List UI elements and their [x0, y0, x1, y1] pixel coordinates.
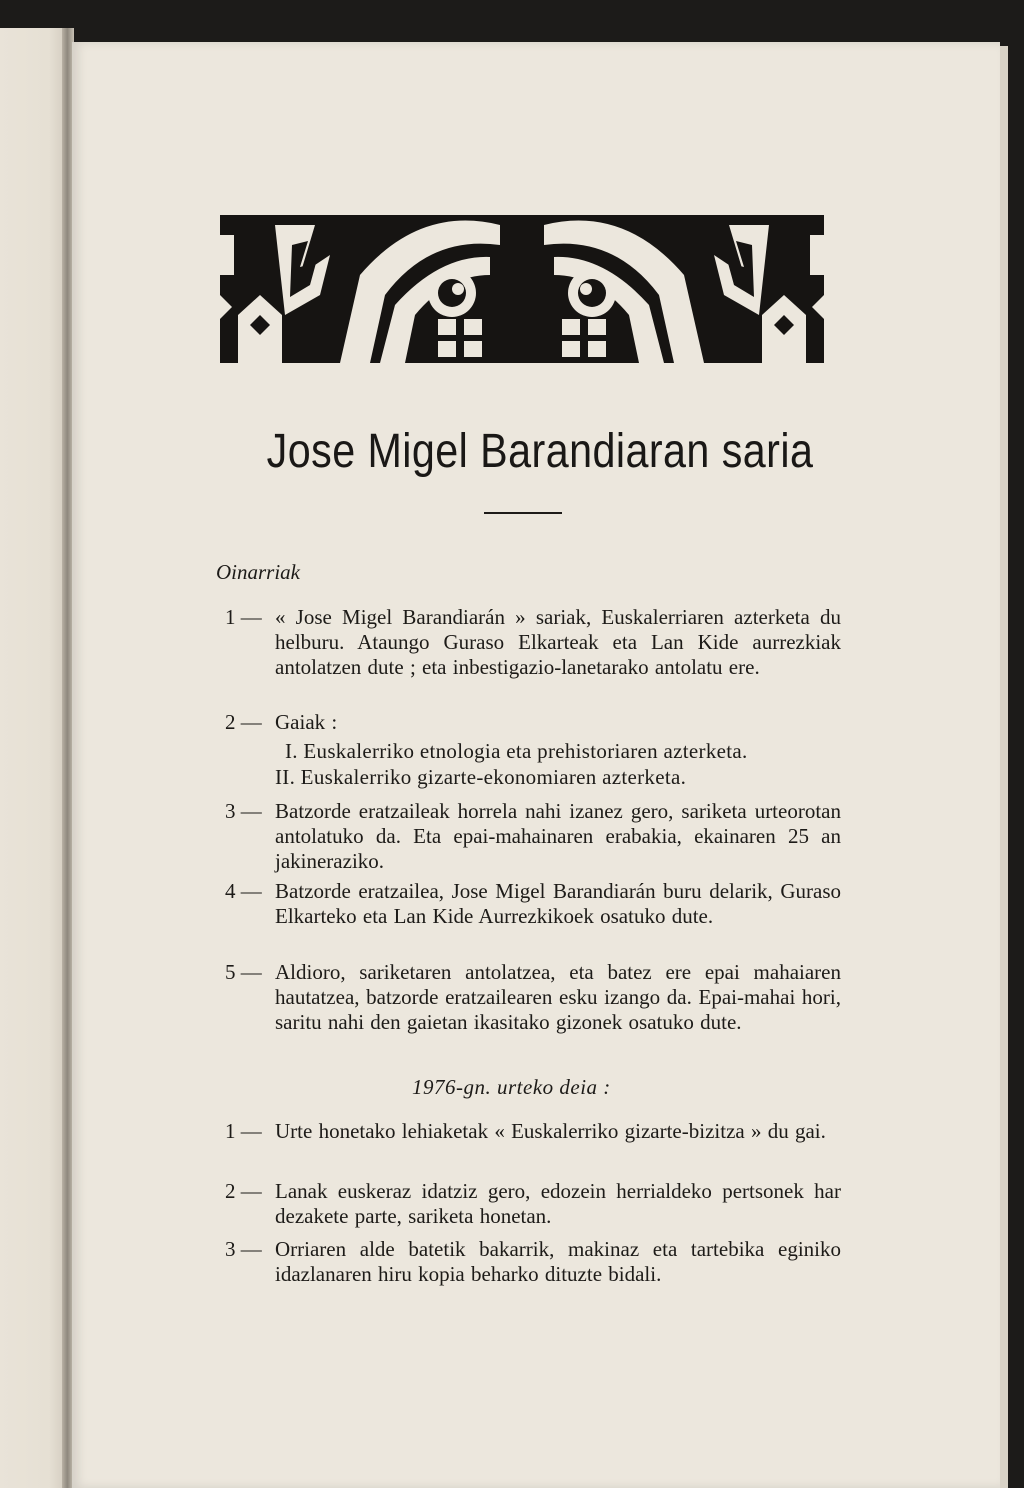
item-number: 5 — — [225, 960, 262, 984]
item-text: Gaiak : — [275, 710, 338, 734]
left-page-edge — [0, 28, 70, 1488]
section-heading-oinarriak: Oinarriak — [216, 560, 300, 584]
item-number: 1 — — [225, 605, 262, 629]
item-number: 2 — — [225, 1179, 262, 1203]
list-item — [225, 605, 841, 680]
item-text: Lanak euskeraz idatziz gero, edozein herrialdeko pertsonek har dezakete parte, sariketa honetan. — [275, 1179, 841, 1228]
item-text: « Jose Migel Barandiarán » sariak, Euskalerriaren azterketa du helburu. Ataungo Guraso Elkarteak eta Lan Kide aurrezkiak antolatzen dute ; eta inbestigazio-lanetarako antolatu ere. — [275, 605, 841, 679]
item-number: 4 — — [225, 879, 262, 903]
item-text: Urte honetako lehiaketak « Euskalerriko gizarte-bizitza » du gai. — [275, 1119, 826, 1143]
item-text: Batzorde eratzailea, Jose Migel Barandiarán buru delarik, Guraso Elkarteko eta Lan Kide Aurrezkikoek osatuko dute. — [275, 879, 841, 928]
section-heading-1976-call: 1976-gn. urteko deia : — [412, 1075, 611, 1099]
sub-list-item: II. Euskalerriko gizarte-ekonomiaren azterketa. — [275, 765, 687, 789]
item-text: Orriaren alde batetik bakarrik, makinaz eta tartebika eginiko idazlanaren hiru kopia beharko dituzte bidali. — [275, 1237, 841, 1286]
list-item — [225, 960, 841, 1035]
basque-geometric-ornament-icon — [220, 215, 824, 363]
item-text: Aldioro, sariketaren antolatzea, eta batez ere epai mahaiaren hautatzea, batzorde eratzailearen esku izango da. Epai-mahai hori, saritu nahi den gaietan ikasitako gizonek osatuko dute. — [275, 960, 841, 1034]
item-number: 3 — — [225, 799, 262, 823]
list-item — [225, 710, 841, 735]
page-title: Jose Migel Barandiaran saria — [266, 425, 814, 478]
sub-list-item: I. Euskalerriko etnologia eta prehistoriaren azterketa. — [285, 739, 748, 763]
item-number: 1 — — [225, 1119, 262, 1143]
item-number: 2 — — [225, 710, 262, 734]
list-item — [225, 879, 841, 929]
item-number: 3 — — [225, 1237, 262, 1261]
title-divider — [484, 512, 562, 514]
item-text: Batzorde eratzaileak horrela nahi izanez gero, sariketa urteorotan antolatuko da. Eta epai-mahainaren erabakia, ekainaren 25 an jakineraziko. — [275, 799, 841, 873]
list-item — [225, 799, 841, 874]
list-item — [225, 1179, 841, 1229]
list-item — [225, 1237, 841, 1287]
list-item — [225, 1119, 841, 1144]
